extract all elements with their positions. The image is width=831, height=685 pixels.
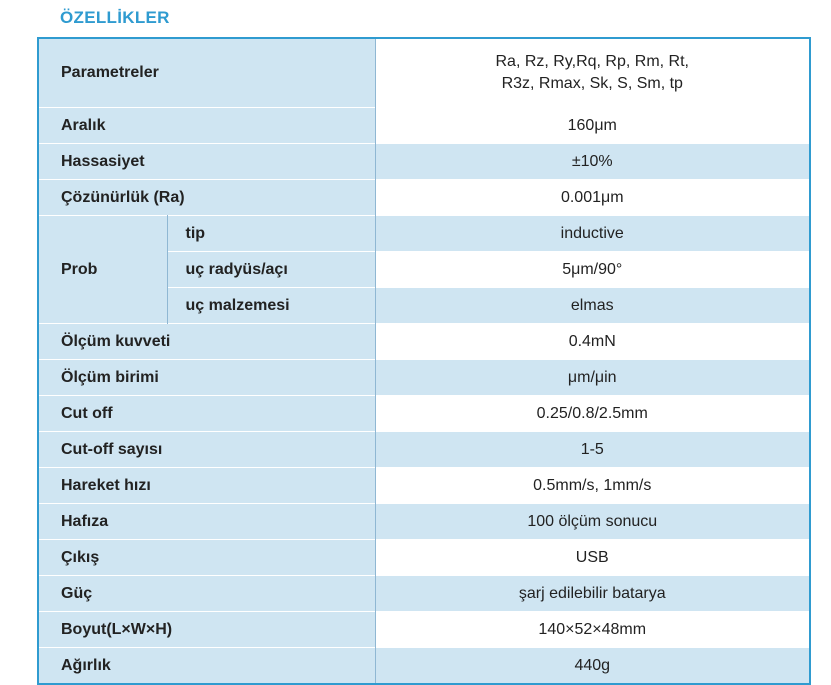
table-row bbox=[38, 576, 810, 612]
row-value: 5μm/90° bbox=[375, 252, 810, 288]
row-value: 0.001μm bbox=[375, 180, 810, 216]
row-label: Parametreler bbox=[38, 38, 375, 108]
row-label: Çözünürlük (Ra) bbox=[38, 180, 375, 216]
row-label: Ölçüm kuvveti bbox=[38, 324, 375, 360]
row-value: 140×52×48mm bbox=[375, 612, 810, 648]
table-row bbox=[38, 468, 810, 504]
table-row bbox=[38, 504, 810, 540]
row-value: 0.5mm/s, 1mm/s bbox=[375, 468, 810, 504]
row-value-line: Ra, Rz, Ry,Rq, Rp, Rm, Rt, bbox=[495, 53, 689, 70]
row-value: inductive bbox=[375, 216, 810, 252]
row-value: 100 ölçüm sonucu bbox=[375, 504, 810, 540]
row-value: ±10% bbox=[375, 144, 810, 180]
row-label: Hareket hızı bbox=[38, 468, 375, 504]
table-row bbox=[38, 38, 810, 108]
row-label: Aralık bbox=[38, 108, 375, 144]
row-value: 0.4mN bbox=[375, 324, 810, 360]
row-label: Çıkış bbox=[38, 540, 375, 576]
row-value: 0.25/0.8/2.5mm bbox=[375, 396, 810, 432]
row-value-line: R3z, Rmax, Sk, S, Sm, tp bbox=[501, 75, 683, 92]
table-row bbox=[38, 144, 810, 180]
row-label: Boyut(L×W×H) bbox=[38, 612, 375, 648]
row-value bbox=[375, 38, 810, 108]
table-row bbox=[38, 108, 810, 144]
table-row bbox=[38, 432, 810, 468]
row-value: USB bbox=[375, 540, 810, 576]
row-label: Hassasiyet bbox=[38, 144, 375, 180]
specifications-table bbox=[37, 37, 811, 685]
sub-row-label: uç radyüs/açı bbox=[167, 252, 375, 288]
row-value: 1-5 bbox=[375, 432, 810, 468]
table-row bbox=[38, 180, 810, 216]
row-value: elmas bbox=[375, 288, 810, 324]
row-label: Ölçüm birimi bbox=[38, 360, 375, 396]
row-value: şarj edilebilir batarya bbox=[375, 576, 810, 612]
section-heading: ÖZELLİKLER bbox=[60, 8, 170, 27]
table-row bbox=[38, 216, 810, 252]
table-row bbox=[38, 324, 810, 360]
row-value: 160μm bbox=[375, 108, 810, 144]
table-row bbox=[38, 612, 810, 648]
row-label: Güç bbox=[38, 576, 375, 612]
table-row bbox=[38, 360, 810, 396]
row-label: Ağırlık bbox=[38, 648, 375, 685]
table-row bbox=[38, 396, 810, 432]
row-value: 440g bbox=[375, 648, 810, 685]
table-row bbox=[38, 540, 810, 576]
sub-row-label: tip bbox=[167, 216, 375, 252]
prob-label: Prob bbox=[38, 216, 167, 324]
row-value: μm/μin bbox=[375, 360, 810, 396]
row-label: Cut off bbox=[38, 396, 375, 432]
row-label: Cut-off sayısı bbox=[38, 432, 375, 468]
sub-row-label: uç malzemesi bbox=[167, 288, 375, 324]
table-row bbox=[38, 648, 810, 685]
row-label: Hafıza bbox=[38, 504, 375, 540]
